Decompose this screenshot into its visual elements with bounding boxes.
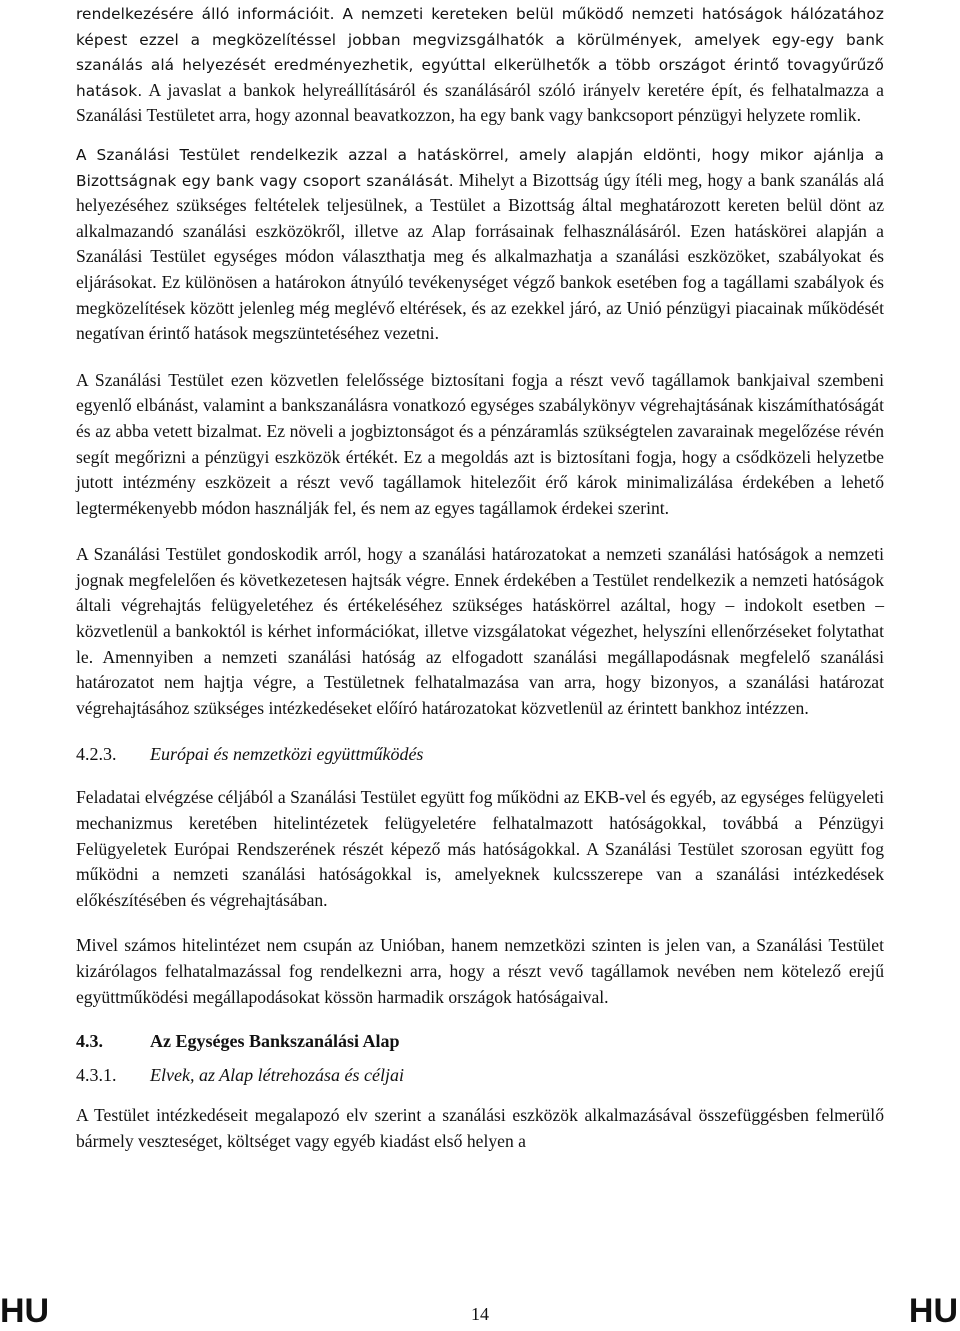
paragraph-1 (76, 1, 884, 129)
paragraph-6: Mivel számos hitelintézet nem csupán az Unióban, hanem nemzetközi szinten is jelen van, a Szanálási Testület kizárólagos felhatalmazással fog rendelkezni arra, hogy a részt vevő tagállamok nevében nem kötelező erejű együttműködési megállapodásokat kössön harmadik országok hatóságaival. (76, 935, 884, 1007)
paragraph-7: A Testület intézkedéseit megalapozó elv szerint a szanálási eszközök alkalmazásával összefüggésben felmerülő bármely veszteséget, költséget vagy egyéb kiadást első helyen a (76, 1105, 884, 1151)
footer-language-code-right: HU (908, 1292, 958, 1330)
section-heading-4-2-3 (76, 741, 884, 767)
paragraph-5: Feladatai elvégzése céljából a Szanálási Testület együtt fog működni az EKB-vel és egyéb, az egységes felügyeleti mechanizmus keretében hitelintézetek felügyeletére felhatalmazott hatóságokkal, továbbá a Pénzügyi Felügyeletek Európai Rendszerének részét képező más hatóságokkal. A Szanálási Testület szorosan együtt fog működni a nemzeti szanálási hatóságokkal is, amelyeknek kulcsszerepe van a szanálási intézkedések előkészítésében és végrehajtásában. (76, 787, 884, 910)
paragraph-2-serif-text: Mihelyt a Bizottság úgy ítéli meg, hogy a bank szanálás alá helyezéséhez szükséges feltételek teljesülnek, a Testület a Bizottság által meghatározott kereten belül dönt az alkalmazandó szanálási eszközökről, illetve az Alap forrásainak felhasználásáról. Ezen hatáskörei alapján a Szanálási Testület egységes módon választhatja meg és alkalmazhatja a szanálási eszközöket, szabályokat és eljárásokat. Ez különösen a határokon átnyúló tevékenységet végző bankok esetében fog a tagállami szabályok és megközelítések között jelenleg még meglévő eltérések, és az ezekkel járó, az Unió pénzügyi piacainak működését negatívan érintő hatások megszüntetéséhez vezetni. (76, 169, 884, 344)
section-number: 4.3. (76, 1031, 103, 1052)
section-number: 4.2.3. (76, 744, 117, 765)
paragraph-2 (76, 142, 884, 347)
section-title: Az Egységes Bankszanálási Alap (150, 1031, 400, 1052)
paragraph-2-sans-text: A Szanálási Testület rendelkezik azzal a hatáskörrel, amely alapján eldönti, hogy mikor ajánlja a Bizottságnak egy bank vagy csoport szanálását. (76, 145, 884, 190)
section-heading-4-3-1 (76, 1062, 884, 1088)
paragraph-1-sans-text: rendelkezésére álló információit. A nemzeti kereteken belül működő nemzeti hatóságok hálózatához képest ezzel a megközelítéssel jobban megvizsgálhatók a körülmények, amelyek egy-egy bank szanálás alá helyezését eredményezhetik, egyúttal elkerülhetők a több országot érintő tovagyűrűző hatások. (76, 5, 884, 100)
section-title: Elvek, az Alap létrehozása és céljai (150, 1065, 404, 1086)
page-number: 14 (471, 1304, 489, 1324)
footer-language-code-left: HU (0, 1292, 50, 1330)
paragraph-3: A Szanálási Testület ezen közvetlen felelőssége biztosítani fogja a részt vevő tagállamok bankjaival szembeni egyenlő elbánást, valamint a bankszanálásra vonatkozó egységes szabálykönyv végrehajtásának kiszámíthatóságát és az abba vetett bizalmat. Ez növeli a jogbiztonságot és a pénzáramlás szükségtelen zavarainak megelőzése révén segít megőrizni a pénzügyi eszközök értékét. Ez a megoldás azt is biztosítani fogja, hogy a csődközeli helyzetbe jutott intézmény eszközeit a részt vevő tagállamok hitelezőit érő károk minimalizálása érdekében a lehető legtermékenyebb módon használják fel, és nem az egyes tagállamok érdekei szerint. (76, 369, 884, 518)
paragraph-4: A Szanálási Testület gondoskodik arról, hogy a szanálási határozatokat a nemzeti szanálási hatóságok a nemzeti jognak megfelelően és következetesen hajtsák végre. Ennek érdekében a Testület rendelkezik a nemzeti hatóságok általi végrehajtás felügyeletéhez és értékeléséhez szükséges hatáskörrel azáltal, hogy – indokolt esetben – közvetlenül a bankoktól is kérhet információkat, illetve vizsgálatokat végezhet, helyszíni ellenőrzéseket folytathat le. Amennyiben a nemzeti szanálási hatóság az elfogadott szanálási megállapodásnak megfelelő szanálási határozatot nem hajtja végre, a Testületnek felhatalmazása van arra, hogy bizonyos, a szanálási határozat végrehajtásához szükséges intézkedéseket előíró határozatokat közvetlenül az érintett bankhoz intézzen. (76, 544, 884, 718)
paragraph-1-serif-text: A javaslat a bankok helyreállításáról és szanálásáról szóló irányelv keretére épít, és felhatalmazza a Szanálási Testületet arra, hogy azonnal beavatkozzon, ha egy bank vagy bankcsoport pénzügyi helyzete romlik. (76, 79, 884, 126)
section-heading-4-3 (76, 1028, 884, 1054)
document-page (76, 0, 884, 1154)
section-title: Európai és nemzetközi együttműködés (150, 744, 424, 765)
section-number: 4.3.1. (76, 1065, 117, 1086)
